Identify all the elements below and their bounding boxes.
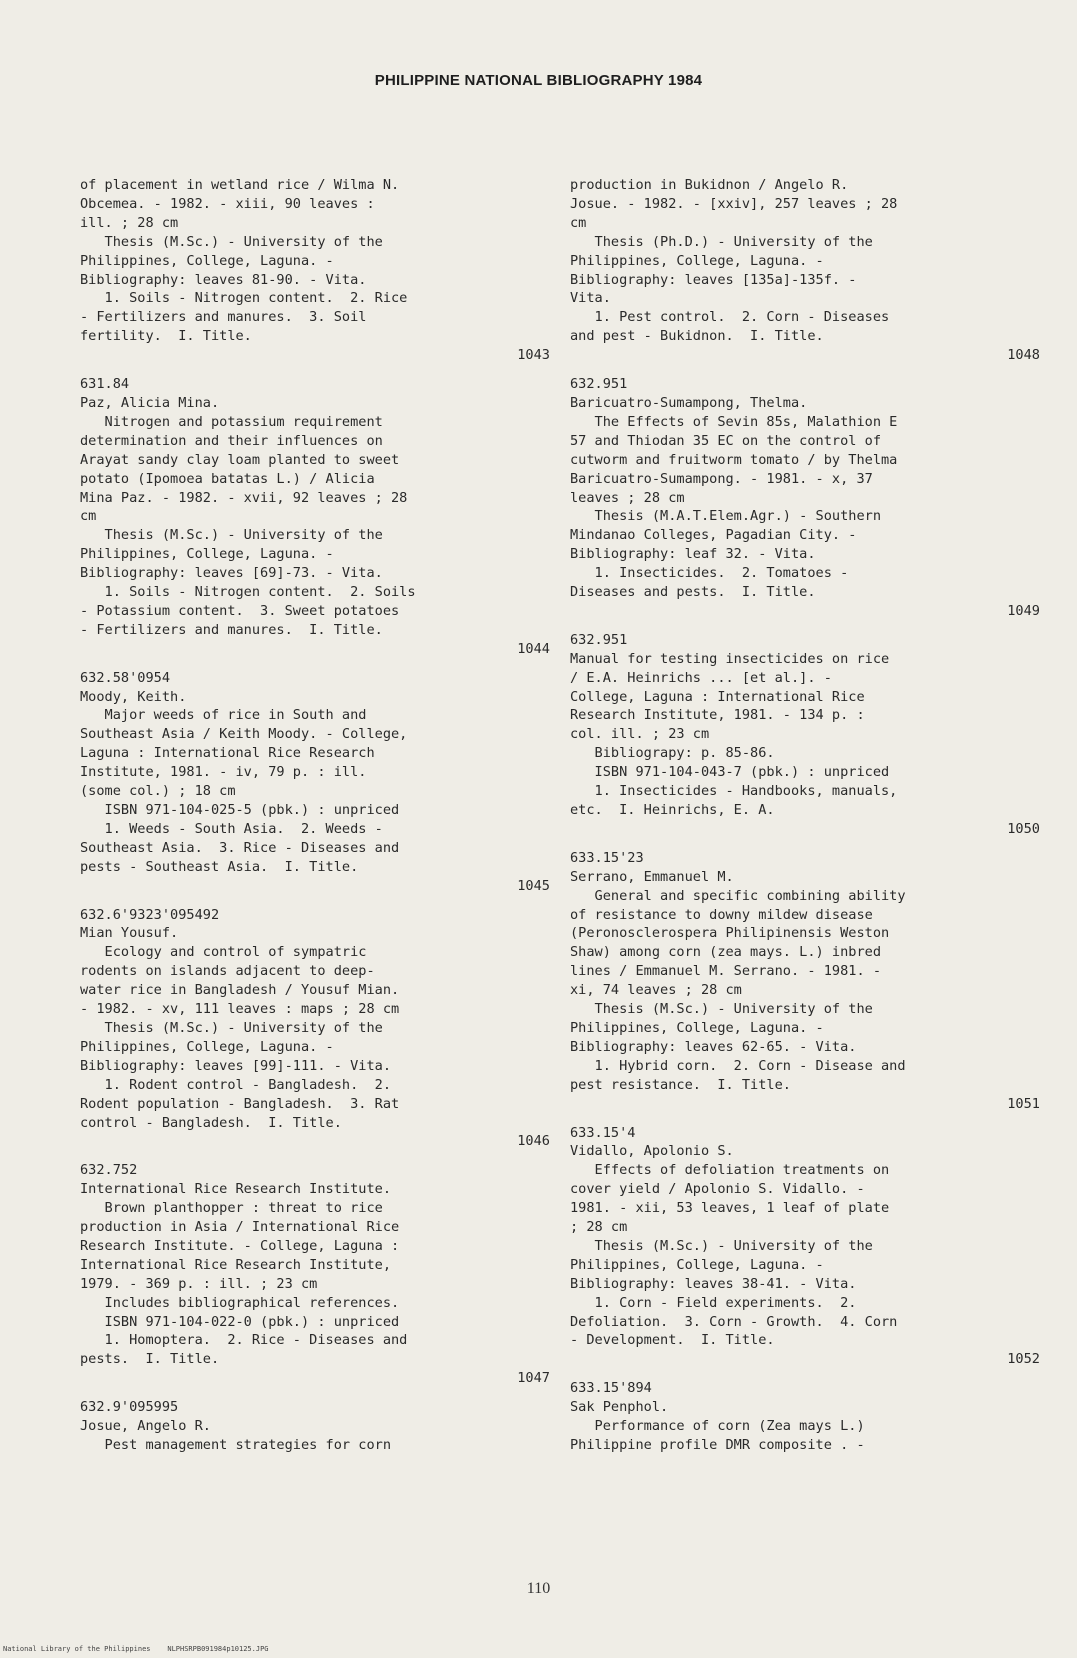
entry-line: 632.752 bbox=[80, 1162, 138, 1179]
entry-line: Vita. bbox=[570, 290, 611, 307]
entry-line: - Potassium content. 3. Sweet potatoes bbox=[80, 602, 400, 619]
entry-line: Paz, Alicia Mina. bbox=[80, 394, 220, 411]
entry-line: - Fertilizers and manures. I. Title. bbox=[80, 621, 383, 638]
page-number: 110 bbox=[526, 1580, 551, 1597]
entry-line: Mindanao Colleges, Pagadian City. - bbox=[570, 527, 857, 544]
bibliography-entry bbox=[570, 375, 1040, 621]
entry-number: 1052 bbox=[1007, 1351, 1040, 1368]
entry-gap bbox=[570, 621, 1040, 631]
entry-line: production in Asia / International Rice bbox=[80, 1219, 400, 1236]
entry-gap bbox=[80, 1151, 550, 1161]
entry-line: 1981. - xii, 53 leaves, 1 leaf of plate bbox=[570, 1200, 890, 1217]
entry-line: Serrano, Emmanuel M. bbox=[570, 868, 734, 885]
entry-line: fertility. I. Title. bbox=[80, 328, 252, 345]
entry-line: Thesis (M.A.T.Elem.Agr.) - Southern bbox=[570, 508, 881, 525]
entry-line: Diseases and pests. I. Title. bbox=[570, 584, 816, 601]
entry-line: / E.A. Heinrichs ... [et al.]. - bbox=[570, 669, 832, 686]
entry-line: Thesis (Ph.D.) - University of the bbox=[570, 233, 873, 250]
entry-line: ISBN 971-104-043-7 (pbk.) : unpriced bbox=[570, 764, 890, 781]
entry-line: Bibliography: leaves [135a]-135f. - bbox=[570, 271, 857, 288]
entry-line: Arayat sandy clay loam planted to sweet bbox=[80, 451, 400, 468]
entry-line: 631.84 bbox=[80, 376, 130, 393]
entry-line: pests. I. Title. bbox=[80, 1351, 220, 1368]
entry-line: 1. Rodent control - Bangladesh. 2. bbox=[80, 1076, 391, 1093]
entry-line: Baricuatro-Sumampong. - 1981. - x, 37 bbox=[570, 470, 873, 487]
entry-line: Laguna : International Rice Research bbox=[80, 745, 375, 762]
entry-line: Performance of corn (Zea mays L.) bbox=[570, 1418, 865, 1435]
entry-line: ISBN 971-104-022-0 (pbk.) : unpriced bbox=[80, 1313, 400, 1330]
bibliography-entry bbox=[570, 631, 1040, 839]
entry-line: Philippines, College, Laguna. - bbox=[570, 252, 824, 269]
entry-line: Shaw) among corn (zea mays. L.) inbred bbox=[570, 944, 881, 961]
entry-line: of placement in wetland rice / Wilma N. bbox=[80, 177, 400, 193]
entry-line: Bibliography: leaves [69]-73. - Vita. bbox=[80, 565, 383, 582]
entry-line: Pest management strategies for corn bbox=[80, 1437, 391, 1453]
entry-line: Bibliography: leaf 32. - Vita. bbox=[570, 546, 816, 563]
bibliography-entry bbox=[570, 849, 1040, 1114]
bibliography-entry bbox=[80, 375, 550, 659]
entry-line: cutworm and fruitworm tomato / by Thelma bbox=[570, 451, 898, 468]
entry-gap bbox=[80, 896, 550, 906]
entry-line: Thesis (M.Sc.) - University of the bbox=[80, 233, 383, 250]
entry-line: - Development. I. Title. bbox=[570, 1332, 775, 1349]
entry-line: Moody, Keith. bbox=[80, 688, 187, 705]
entry-line: 632.951 bbox=[570, 376, 628, 393]
entry-line: etc. I. Heinrichs, E. A. bbox=[570, 802, 775, 818]
entry-line: The Effects of Sevin 85s, Malathion E bbox=[570, 413, 898, 430]
entry-line: Major weeds of rice in South and bbox=[80, 707, 367, 724]
entry-gap bbox=[570, 839, 1040, 849]
entry-line: ill. ; 28 cm bbox=[80, 214, 179, 231]
entry-line: leaves ; 28 cm bbox=[570, 489, 685, 506]
entry-number: 1046 bbox=[517, 1133, 550, 1150]
entry-line: ISBN 971-104-025-5 (pbk.) : unpriced bbox=[80, 802, 400, 818]
entry-line: Effects of defoliation treatments on bbox=[570, 1162, 890, 1179]
entry-line: Vidallo, Apolonio S. bbox=[570, 1143, 734, 1160]
entry-line: 1. Soils - Nitrogen content. 2. Rice bbox=[80, 290, 408, 307]
entry-line: potato (Ipomoea batatas L.) / Alicia bbox=[80, 470, 375, 487]
entry-line: Philippines, College, Laguna. - bbox=[80, 252, 334, 269]
entry-line: Obcemea. - 1982. - xiii, 90 leaves : bbox=[80, 195, 375, 212]
entry-line: 1. Soils - Nitrogen content. 2. Soils bbox=[80, 584, 416, 601]
left-column bbox=[80, 176, 550, 1455]
entry-line: Mina Paz. - 1982. - xvii, 92 leaves ; 28 bbox=[80, 489, 408, 506]
entry-line: pest resistance. I. Title. bbox=[570, 1076, 791, 1093]
entry-line: 632.9'095995 bbox=[80, 1399, 179, 1416]
entry-line: Philippines, College, Laguna. - bbox=[80, 1038, 334, 1055]
entry-gap bbox=[570, 1114, 1040, 1124]
entry-line: Philippines, College, Laguna. - bbox=[570, 1256, 824, 1273]
entry-line: pests - Southeast Asia. I. Title. bbox=[80, 858, 359, 875]
entry-line: control - Bangladesh. I. Title. bbox=[80, 1114, 342, 1131]
entry-line: 1. Insecticides. 2. Tomatoes - bbox=[570, 565, 849, 582]
entry-gap bbox=[80, 1388, 550, 1398]
entry-line: Mian Yousuf. bbox=[80, 925, 179, 942]
bibliography-entry bbox=[570, 1379, 1040, 1455]
entry-line: and pest - Bukidnon. I. Title. bbox=[570, 328, 824, 345]
entry-line: - Fertilizers and manures. 3. Soil bbox=[80, 309, 367, 326]
entry-line: rodents on islands adjacent to deep- bbox=[80, 963, 375, 980]
entry-line: Philippine profile DMR composite . - bbox=[570, 1437, 865, 1453]
entry-line: ; 28 cm bbox=[570, 1219, 628, 1236]
entry-line: Bibliography: leaves [99]-111. - Vita. bbox=[80, 1057, 391, 1074]
entry-line: 1. Insecticides - Handbooks, manuals, bbox=[570, 783, 898, 800]
entry-line: Rodent population - Bangladesh. 3. Rat bbox=[80, 1095, 400, 1112]
entry-line: Bibliography: leaves 62-65. - Vita. bbox=[570, 1038, 857, 1055]
right-column bbox=[570, 176, 1040, 1455]
entry-line: Thesis (M.Sc.) - University of the bbox=[80, 1019, 383, 1036]
entry-line: Josue. - 1982. - [xxiv], 257 leaves ; 28 bbox=[570, 195, 898, 212]
entry-line: Bibliography: leaves 38-41. - Vita. bbox=[570, 1275, 857, 1292]
entry-gap bbox=[570, 1369, 1040, 1379]
entry-line: Research Institute, 1981. - 134 p. : bbox=[570, 707, 865, 724]
entry-line: 57 and Thiodan 35 EC on the control of bbox=[570, 432, 881, 449]
entry-line: Research Institute. - College, Laguna : bbox=[80, 1237, 400, 1254]
entry-line: 1. Homoptera. 2. Rice - Diseases and bbox=[80, 1332, 408, 1349]
entry-line: cover yield / Apolonio S. Vidallo. - bbox=[570, 1181, 865, 1198]
entry-line: production in Bukidnon / Angelo R. bbox=[570, 177, 849, 193]
entry-line: 633.15'4 bbox=[570, 1124, 636, 1141]
entry-line: 1. Corn - Field experiments. 2. bbox=[570, 1294, 857, 1311]
entry-line: col. ill. ; 23 cm bbox=[570, 726, 710, 743]
entry-line: Manual for testing insecticides on rice bbox=[570, 650, 890, 667]
entry-gap bbox=[80, 365, 550, 375]
bibliography-entry bbox=[570, 1124, 1040, 1370]
entry-number: 1048 bbox=[1007, 347, 1040, 364]
entry-line: xi, 74 leaves ; 28 cm bbox=[570, 982, 742, 999]
entry-gap bbox=[570, 365, 1040, 375]
entry-line: International Rice Research Institute. bbox=[80, 1181, 391, 1198]
entry-line: Brown planthopper : threat to rice bbox=[80, 1200, 383, 1217]
entry-line: 632.6'9323'095492 bbox=[80, 906, 220, 923]
entry-gap bbox=[80, 659, 550, 669]
entry-line: Institute, 1981. - iv, 79 p. : ill. bbox=[80, 764, 367, 781]
entry-number: 1045 bbox=[517, 877, 550, 894]
bibliography-entry bbox=[80, 669, 550, 896]
entry-line: Thesis (M.Sc.) - University of the bbox=[570, 1001, 873, 1018]
entry-line: cm bbox=[80, 508, 97, 525]
entry-line: 633.15'23 bbox=[570, 849, 644, 866]
entry-line: 1. Hybrid corn. 2. Corn - Disease and bbox=[570, 1057, 906, 1074]
bibliography-entry bbox=[80, 1161, 550, 1388]
entry-line: (some col.) ; 18 cm bbox=[80, 783, 236, 800]
entry-line: Thesis (M.Sc.) - University of the bbox=[570, 1237, 873, 1254]
bibliography-entry bbox=[80, 176, 550, 365]
entry-line: 1. Pest control. 2. Corn - Diseases bbox=[570, 309, 890, 326]
entry-line: cm bbox=[570, 214, 587, 231]
entry-line: Nitrogen and potassium requirement bbox=[80, 413, 383, 430]
entry-line: 632.58'0954 bbox=[80, 669, 171, 686]
entry-line: Defoliation. 3. Corn - Growth. 4. Corn bbox=[570, 1313, 898, 1330]
entry-line: of resistance to downy mildew disease bbox=[570, 906, 873, 923]
entry-line: Thesis (M.Sc.) - University of the bbox=[80, 527, 383, 544]
entry-number: 1047 bbox=[517, 1370, 550, 1387]
entry-line: determination and their influences on bbox=[80, 432, 383, 449]
entry-line: Southeast Asia / Keith Moody. - College, bbox=[80, 726, 408, 743]
bibliography-entry bbox=[570, 176, 1040, 365]
entry-line: water rice in Bangladesh / Yousuf Mian. bbox=[80, 982, 400, 999]
entry-number: 1050 bbox=[1007, 820, 1040, 837]
entry-line: (Peronosclerospera Philipinensis Weston bbox=[570, 925, 890, 942]
entry-line: General and specific combining ability bbox=[570, 887, 906, 904]
entry-number: 1051 bbox=[1007, 1095, 1040, 1112]
entry-line: Bibliograpy: p. 85-86. bbox=[570, 745, 775, 762]
page-header: PHILIPPINE NATIONAL BIBLIOGRAPHY 1984 bbox=[374, 72, 703, 89]
entry-line: lines / Emmanuel M. Serrano. - 1981. - bbox=[570, 963, 881, 980]
entry-line: Josue, Angelo R. bbox=[80, 1418, 211, 1435]
bibliography-entry bbox=[80, 1398, 550, 1455]
entry-number: 1043 bbox=[517, 347, 550, 364]
entry-line: 1. Weeds - South Asia. 2. Weeds - bbox=[80, 820, 383, 837]
entry-line: 633.15'894 bbox=[570, 1380, 652, 1397]
entry-line: Baricuatro-Sumampong, Thelma. bbox=[570, 394, 808, 411]
entry-line: International Rice Research Institute, bbox=[80, 1256, 391, 1273]
entry-line: Includes bibliographical references. bbox=[80, 1294, 400, 1311]
entry-line: Philippines, College, Laguna. - bbox=[570, 1019, 824, 1036]
scan-footer: National Library of the Philippines NLPHSRPB091984p10125.JPG bbox=[3, 1645, 269, 1653]
entry-line: College, Laguna : International Rice bbox=[570, 688, 865, 705]
entry-line: - 1982. - xv, 111 leaves : maps ; 28 cm bbox=[80, 1001, 400, 1018]
entry-line: 1979. - 369 p. : ill. ; 23 cm bbox=[80, 1275, 318, 1292]
entry-line: Bibliography: leaves 81-90. - Vita. bbox=[80, 271, 367, 288]
entry-line: Southeast Asia. 3. Rice - Diseases and bbox=[80, 839, 400, 856]
entry-line: Sak Penphol. bbox=[570, 1399, 669, 1416]
entry-line: Philippines, College, Laguna. - bbox=[80, 546, 334, 563]
entry-number: 1049 bbox=[1007, 602, 1040, 619]
bibliography-entry bbox=[80, 906, 550, 1152]
entry-line: 632.951 bbox=[570, 631, 628, 648]
entry-line: Ecology and control of sympatric bbox=[80, 944, 367, 961]
entry-number: 1044 bbox=[517, 640, 550, 657]
